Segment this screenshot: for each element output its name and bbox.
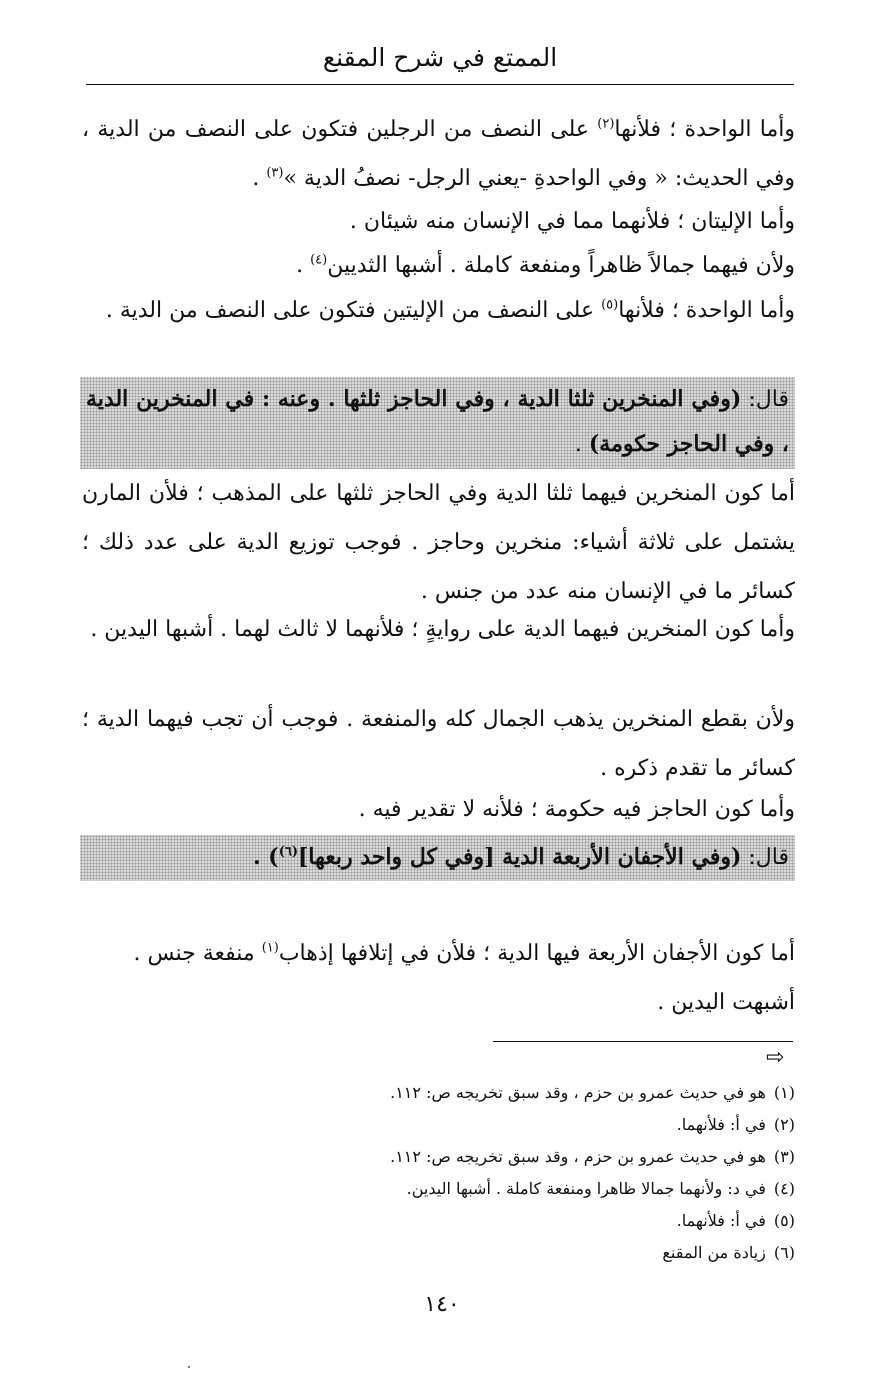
- running-header: [86, 40, 794, 76]
- paragraph-1: وأما الواحدة ؛ فلأنها$^{(٢)}$ على النصف من الرجلين فتكون على النصف من الدية ، وفي الحديث: « وفي الواحدةِ -يعني الرجل- نصفُ الدية »$^{(٣)}$ .: [82, 116, 795, 191]
- footnote-1: (١)هو في حديث عمرو بن حزم ، وقد سبق تخريجه ص: ١١٢.: [390, 1083, 795, 1102]
- paragraph-2: وأما الإليتان ؛ فلأنهما مما في الإنسان منه شيئان .: [349, 209, 795, 234]
- footnotes: [300, 1077, 795, 1269]
- matn-quote-2: قال: (وفي الأجفان الأربعة الدية [وفي كل واحد ربعها]$^{(٦)}$) .: [80, 835, 795, 881]
- matn-quote-1: قال: (وفي المنخرين ثلثا الدية ، وفي الحاجز ثلثها . وعنه : في المنخرين الدية ، وفي الحاجز حكومة) .: [80, 377, 795, 469]
- footnote-6: (٦)زيادة من المقنع: [662, 1243, 795, 1262]
- paragraph-5: أما كون المنخرين فيهما ثلثا الدية وفي الحاجز ثلثها على المذهب ؛ فلأن المارن يشتمل على ثلاثة أشياء: منخرين وحاجز . فوجب توزيع الدية على عدد ذلك ؛ كسائر ما في الإنسان منه عدد من جنس .: [82, 481, 795, 604]
- continuation-arrow-icon: ⇨: [766, 1045, 785, 1070]
- footnote-ref-1[interactable]: (١): [261, 940, 279, 956]
- footnote-ref-5[interactable]: (٥): [601, 297, 619, 313]
- footnote-ref-4[interactable]: (٤): [310, 252, 328, 268]
- page-number: ١٤٠: [424, 1292, 460, 1317]
- footnote-ref-2[interactable]: (٢): [597, 116, 615, 132]
- paragraph-6: وأما كون المنخرين فيهما الدية على روايةٍ ؛ فلأنهما لا ثالث لهما . أشبها اليدين .: [90, 617, 795, 642]
- footnote-divider: [493, 1041, 793, 1042]
- paragraph-8: وأما كون الحاجز فيه حكومة ؛ فلأنه لا تقدير فيه .: [358, 797, 795, 822]
- footnote-4: (٤)في د: ولأنهما جمالا ظاهرا ومنفعة كاملة . أشبها اليدين.: [406, 1179, 795, 1198]
- header-divider: [86, 84, 794, 85]
- footnote-5: (٥)في أ: فلأنهما.: [676, 1211, 795, 1230]
- paragraph-4: وأما الواحدة ؛ فلأنها$^{(٥)}$ على النصف من الإليتين فتكون على النصف من الدية .: [105, 297, 795, 323]
- paragraph-7: ولأن بقطع المنخرين يذهب الجمال كله والمنفعة . فوجب أن تجب فيهما الدية ؛ كسائر ما تقدم ذكره .: [82, 707, 795, 781]
- footnote-2: (٢)في أ: فلأنهما.: [676, 1115, 795, 1134]
- book-title: الممتع في شرح المقنع: [322, 43, 558, 72]
- paragraph-3: ولأن فيهما جمالاً ظاهراً ومنفعة كاملة . أشبها الثديين$^{(٤)}$ .: [296, 252, 795, 278]
- footnote-ref-3[interactable]: (٣): [266, 165, 284, 181]
- paragraph-9: أما كون الأجفان الأربعة فيها الدية ؛ فلأن في إتلافها إذهاب$^{(١)}$ منفعة جنس . أشبهت اليدين .: [133, 940, 795, 1015]
- scan-speck: [188, 1366, 190, 1368]
- footnote-ref-6[interactable]: (٦): [278, 844, 299, 860]
- footnote-3: (٣)هو في حديث عمرو بن حزم ، وقد سبق تخريجه ص: ١١٢.: [390, 1147, 795, 1166]
